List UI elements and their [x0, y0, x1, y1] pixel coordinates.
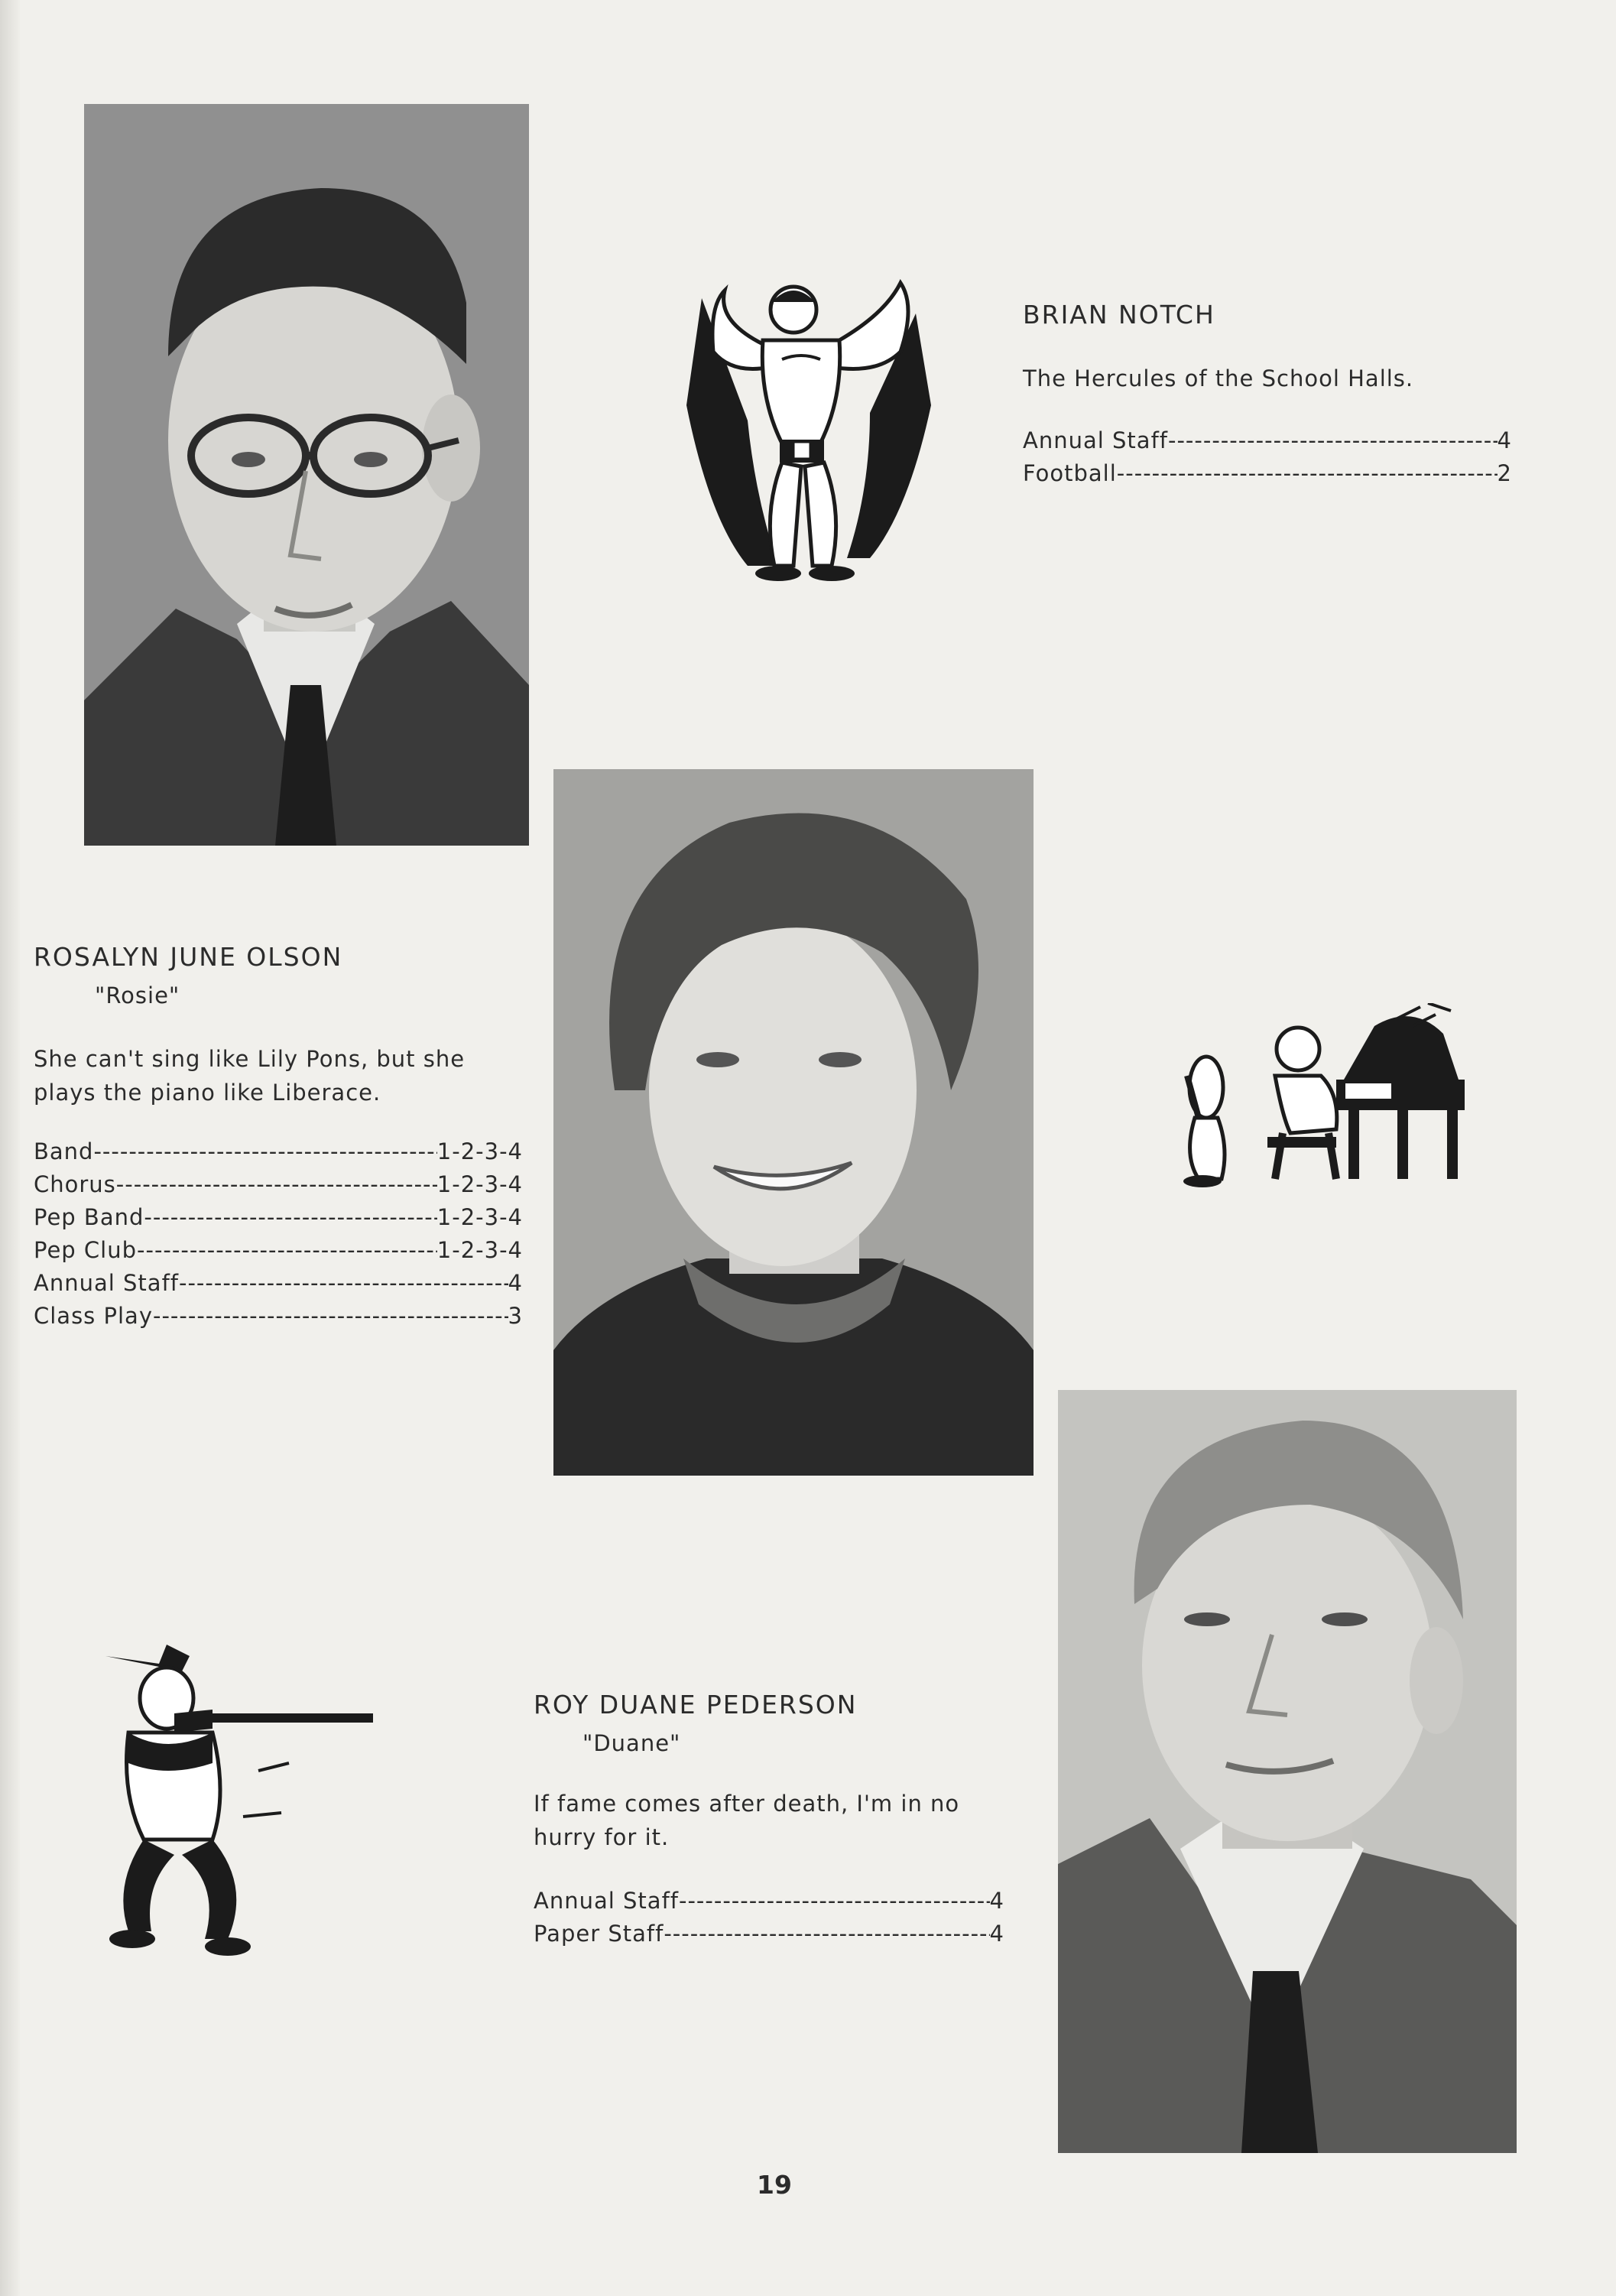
student-name: ROSALYN JUNE OLSON [34, 942, 343, 972]
activity-leader [144, 1201, 436, 1234]
activity-years: 3 [508, 1303, 523, 1329]
rosalyn-olson-photo [553, 769, 1034, 1476]
activity-leader [153, 1300, 508, 1333]
activity-leader [116, 1168, 437, 1201]
student-name: ROY DUANE PEDERSON [534, 1690, 858, 1720]
activity-label: Football [1023, 460, 1117, 486]
activity-years: 4 [508, 1270, 523, 1296]
student-quote: The Hercules of the School Halls. [1023, 365, 1414, 391]
brian-notch-info [1023, 300, 1512, 490]
activity-label: Annual Staff [1023, 427, 1168, 453]
activity-label: Pep Club [34, 1237, 138, 1263]
activity-years: 4 [989, 1921, 1004, 1947]
activity-row [1023, 424, 1512, 457]
activity-leader [664, 1918, 989, 1950]
activity-list [534, 1885, 1004, 1950]
activity-years: 1-2-3-4 [436, 1138, 523, 1164]
activity-list [34, 1135, 523, 1333]
activity-years: 4 [1497, 427, 1512, 453]
page-number: 19 [757, 2170, 792, 2200]
portrait-photo-icon [84, 104, 529, 846]
activity-leader [179, 1267, 508, 1300]
student-nickname: "Duane" [582, 1730, 681, 1756]
roy-pederson-info [534, 1690, 1004, 1950]
student-quote-line: If fame comes after death, I'm in no [534, 1791, 960, 1817]
activity-leader [1117, 457, 1498, 490]
activity-years: 4 [989, 1888, 1004, 1914]
student-nickname: "Rosie" [95, 982, 180, 1008]
activity-row [34, 1135, 523, 1168]
portrait-photo-icon [1058, 1390, 1517, 2153]
activity-years: 1-2-3-4 [436, 1171, 523, 1197]
activity-list [1023, 424, 1512, 490]
activity-label: Band [34, 1138, 94, 1164]
activity-row [534, 1885, 1004, 1918]
activity-row [34, 1234, 523, 1267]
activity-label: Chorus [34, 1171, 116, 1197]
page-binding-shadow [0, 0, 20, 2296]
roy-pederson-photo [1058, 1390, 1517, 2153]
student-quote-line: She can't sing like Lily Pons, but she [34, 1046, 466, 1072]
student-name: BRIAN NOTCH [1023, 300, 1215, 330]
piano-player-icon [1168, 1003, 1465, 1190]
activity-row [1023, 457, 1512, 490]
muscleman-cartoon [679, 268, 939, 589]
activity-leader [137, 1234, 437, 1267]
activity-leader [93, 1135, 436, 1168]
activity-label: Annual Staff [534, 1888, 679, 1914]
brian-notch-photo [84, 104, 529, 846]
activity-row [534, 1918, 1004, 1950]
activity-row [34, 1168, 523, 1201]
hunter-icon [98, 1641, 378, 1965]
activity-years: 1-2-3-4 [436, 1237, 523, 1263]
student-quote-line: plays the piano like Liberace. [34, 1080, 381, 1106]
activity-row [34, 1300, 523, 1333]
activity-years: 1-2-3-4 [436, 1204, 523, 1230]
activity-label: Paper Staff [534, 1921, 664, 1947]
activity-years: 2 [1497, 460, 1512, 486]
activity-row [34, 1201, 523, 1234]
muscleman-icon [679, 268, 939, 589]
student-quote-line: hurry for it. [534, 1824, 670, 1850]
activity-leader [1168, 424, 1498, 457]
rosalyn-olson-info [34, 942, 523, 1333]
piano-player-cartoon [1168, 1003, 1465, 1190]
hunter-cartoon [98, 1641, 378, 1965]
activity-label: Class Play [34, 1303, 153, 1329]
portrait-photo-icon [553, 769, 1034, 1476]
activity-leader [679, 1885, 990, 1918]
activity-label: Annual Staff [34, 1270, 179, 1296]
activity-row [34, 1267, 523, 1300]
activity-label: Pep Band [34, 1204, 144, 1230]
